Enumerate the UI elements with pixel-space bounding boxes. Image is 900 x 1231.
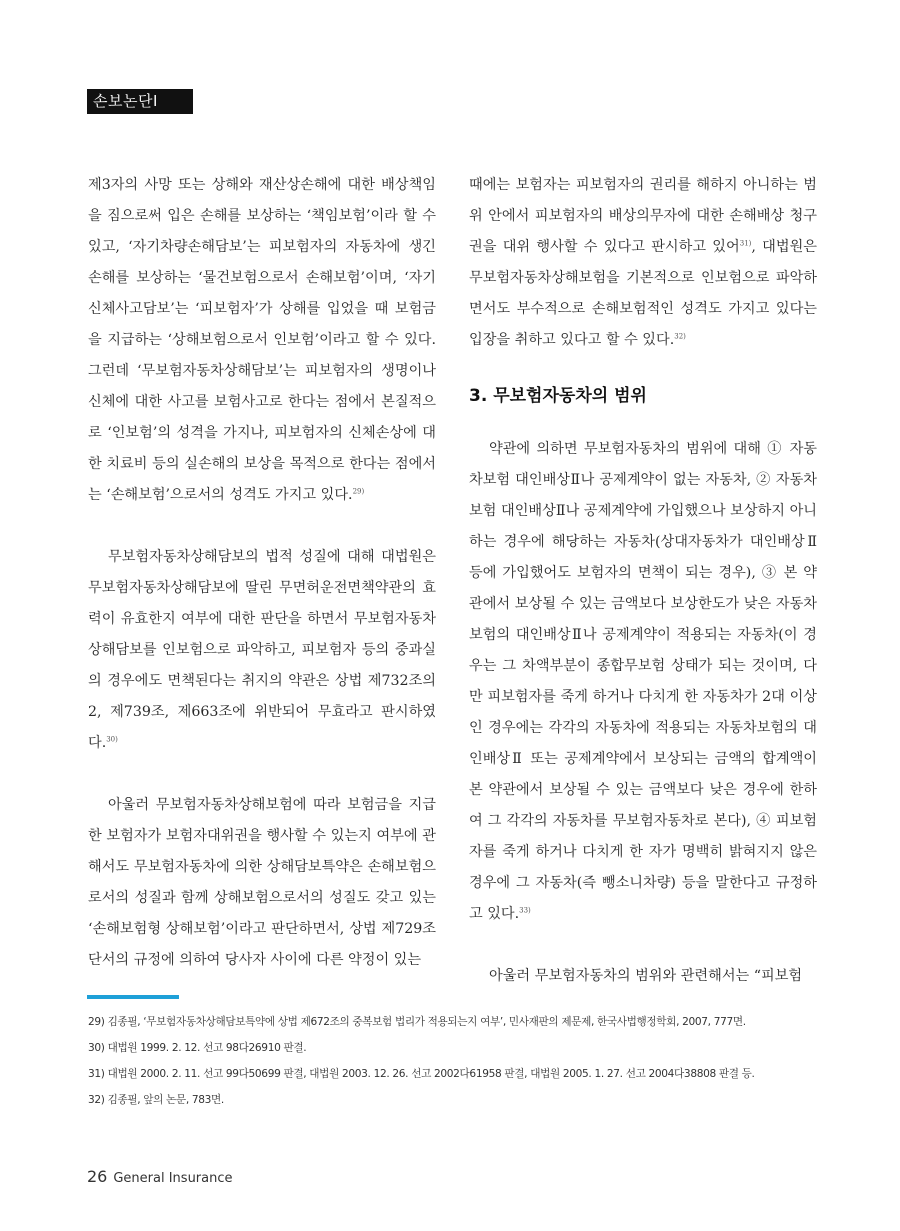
paragraph-text: 아울러 무보험자동차상해보험에 따라 보험금을 지급한 보험자가 보험자대위권을 행사할 수 있는지 여부에 관해서도 무보험자동차에 의한 상해담보특약은 손해보험으로서의 성질과 함께 상해보험으로서의 성질도 갖고 있는 ‘손해보험형 상해보험’이라고 판단하면서, 상법 제729조 단서의 규정에 의하여 당사자 사이에 다른 약정이 있는 — [88, 797, 436, 968]
paragraph-text: 때에는 보험자는 피보험자의 권리를 해하지 아니하는 범위 안에서 피보험자의 배상의무자에 대한 손해배상 청구권을 대위 행사할 수 있다고 판시하고 있어 — [469, 177, 817, 255]
footnote-ref: 30) — [106, 735, 118, 744]
footnote-ref: 33) — [519, 906, 531, 915]
magazine-name: General Insurance — [113, 1171, 233, 1186]
footnote: 31) 대법원 2000. 2. 11. 선고 99다50699 판결, 대법원 2003. 12. 26. 선고 2002다61958 판결, 대법원 2005. 1. 27. 선고 2004다38808 판결 등. — [88, 1068, 755, 1080]
right-column — [469, 170, 817, 992]
section-heading: 3. 무보험자동차의 범위 — [469, 386, 647, 406]
footnote-ref: 31) — [739, 239, 752, 248]
paragraph — [88, 790, 436, 976]
paragraph — [469, 961, 817, 992]
footnote: 32) 김종필, 앞의 논문, 783면. — [88, 1094, 224, 1106]
left-column — [88, 170, 436, 976]
page-number: 26 — [87, 1167, 108, 1186]
paragraph-text: 약관에 의하면 무보험자동차의 범위에 대해 ① 자동차보험 대인배상Ⅱ나 공제계약이 없는 자동차, ② 자동차보험 대인배상Ⅱ나 공제계약에 가입했으나 보상하지 아니하는 경우에 해당하는 자동차(상대자동차가 대인배상Ⅱ 등에 가입했어도 보험자의 면책이 되는 경우), ③ 본 약관에서 보상될 수 있는 금액보다 보상한도가 낮은 자동차보험의 대인배상Ⅱ나 공제계약이 적용되는 자동차(이 경우는 그 차액부분이 종합무보험 상태가 되는 것이며, 다만 피보험자를 죽게 하거나 다치게 한 자동차가 2대 이상인 경우에는 각각의 자동차에 적용되는 자동차보험의 대인배상Ⅱ 또는 공제계약에서 보상되는 금액의 합계액이 본 약관에서 보상될 수 있는 금액보다 낮은 경우에 한하여 그 각각의 자동차를 무보험자동차로 본다), ④ 피보험자를 죽게 하거나 다치게 한 자가 명백히 밝혀지지 않은 경우에 그 자동차(즉 뺑소니차량) 등을 말한다고 규정하고 있다. — [469, 441, 817, 922]
paragraph-text: 아울러 무보험자동차의 범위와 관련해서는 “피보험 — [489, 968, 803, 984]
footnote-rule — [87, 995, 179, 999]
footnote-ref: 29) — [352, 487, 365, 496]
section-tag: 손보논단Ⅰ — [87, 89, 193, 114]
paragraph-text: , 대법원은 무보험자동차상해보험을 기본적으로 인보험으로 파악하면서도 부수적으로 손해보험적인 성격도 가지고 있다는 입장을 취하고 있다고 할 수 있다. — [469, 239, 817, 348]
footnote: 30) 대법원 1999. 2. 12. 선고 98다26910 판결. — [88, 1042, 307, 1054]
paragraph-text: 제3자의 사망 또는 상해와 재산상손해에 대한 배상책임을 짐으로써 입은 손해를 보상하는 ‘책임보험’이라 할 수 있고, ‘자기차량손해담보’는 피보험자의 자동차에 생긴 손해를 보상하는 ‘물건보험으로서 손해보험’이며, ‘자기신체사고담보’는 ‘피보험자’가 상해를 입었을 때 보험금을 지급하는 ‘상해보험으로서 인보험’이라고 할 수 있다. 그런데 ‘무보험자동차상해담보’는 피보험자의 생명이나 신체에 대한 사고를 보험사고로 한다는 점에서 본질적으로 ‘인보험’의 성격을 가지나, 피보험자의 신체손상에 대한 치료비 등의 실손해의 보상을 목적으로 한다는 점에서는 ‘손해보험’으로서의 성격도 가지고 있다. — [88, 177, 436, 503]
paragraph — [469, 170, 817, 356]
paragraph-text: 무보험자동차상해담보의 법적 성질에 대해 대법원은 무보험자동차상해담보에 딸린 무면허운전면책약관의 효력이 유효한지 여부에 대한 판단을 하면서 무보험자동차상해담보를 인보험으로 파악하고, 피보험자 등의 중과실의 경우에도 면책된다는 취지의 약관은 상법 제732조의2, 제739조, 제663조에 위반되어 무효라고 판시하였다. — [88, 549, 436, 751]
footnote-ref: 32) — [674, 332, 686, 341]
footnotes — [88, 1009, 818, 1113]
footnote: 29) 김종필, ‘무보험자동차상해담보특약에 상법 제672조의 중복보험 법리가 적용되는지 여부’, 민사재판의 제문제, 한국사법행정학회, 2007, 777면. — [88, 1016, 746, 1028]
paragraph — [88, 170, 436, 511]
paragraph — [469, 434, 817, 930]
paragraph — [88, 542, 436, 759]
page-footer — [87, 1167, 233, 1186]
